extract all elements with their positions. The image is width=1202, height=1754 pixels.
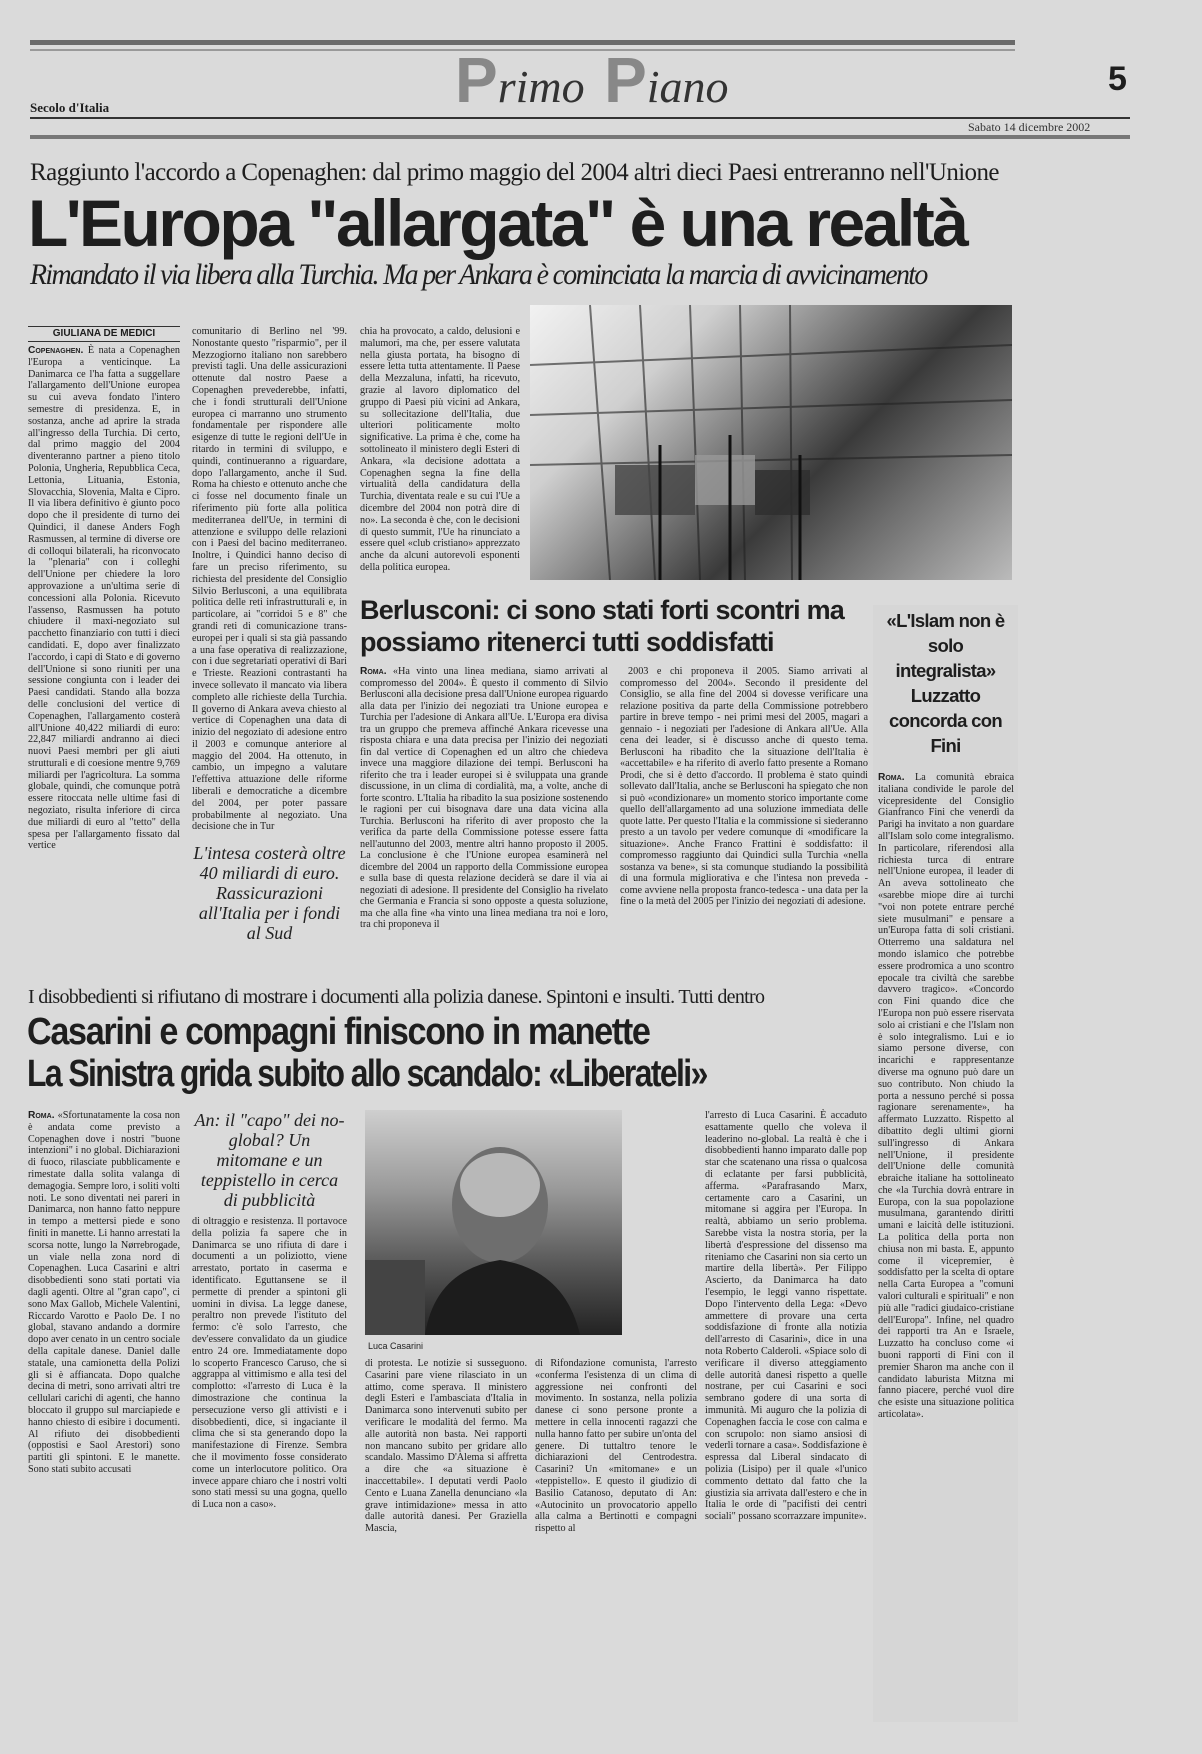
article-text: La comunità ebraica italiana condivide le parole del vicepresidente del Consiglio Gianfranco Fini che venerdì da Parigi ha invitato a non guardare all'Islam solo come integralismo. In particolare, riferendosi alla richiesta turca di entrare nell'Unione europea, il leader di An aveva sottolineato che «sarebbe miope dire ai turchi "voi non potete entrare perché siete musulmani" e pensare a un'Europa fatta di soli cristiani. Otterremo una saldatura nel mondo islamico che potrebbe essere prodromica a uno scontro epocale tra civiltà che sarebbe davvero tragico». «Concordo con Fini quando dice che l'Europa non può essere riservata solo ai cristiani e che l'Islam non è solo integralismo. Lui e io siamo persone diverse, con incarichi e rappresentanze diverse ma ognuno può dare un suo contributo. Non chiudo la porta a nessuno perché si possa ragionare serenamente», ha affermato Luzzatto. Rispetto al dibattito degli ultimi giorni sull'ingresso di Ankara nell'Unione, il presidente dell'Unione delle comunità ebraiche italiane ha sottolineato che «la Turchia dovrà entrare in Europa, con la sua popolazione musulmana, garantendo diritti umani e laicità delle istituzioni. La politica della porta non chiusa non mi basta. E, appunto come il vicepremier, è soddisfatto per la scelta di optare nella Carta Europea a "comuni valori culturali e spirituali" e non più alle "radici giudaico-cristiane dell'Europa". Infine, nel quadro dei rapporti tra An e Israele, Luzzatto ha concluso come «i buoni rapporti di Fini con il premier Sharon ma anche con il candidato laburista Mitzna mi fanno piacere, perché vuol dire che esiste una situazione politica articolata». xyxy=(878,772,1014,1421)
article-text: È nata a Copenaghen l'Europa a venticinque. La Danimarca ce l'ha fatta a suggellare l'allargamento dell'Unione europea su cui aveva fondato l'intero semestre di presidenza. E, in sostanza, anche ad aprire la strada all'ingresso della Turchia. Di certo, dal primo maggio del 2004 diventeranno partner a pieno titolo Polonia, Ungheria, Repubblica Ceca, Lettonia, Lituania, Estonia, Slovacchia, Slovenia, Malta e Cipro. Il via libera definitivo è giunto poco dopo che il presidente di turno dei Quindici, il danese Anders Fogh Rasmussen, al termine di diverse ore di colloqui bilaterali, ha riconvocato la "plenaria" con i colleghi dell'Unione per chiedere la loro approvazione a un'ultima serie di concessioni alla Polonia. Ricevuto l'assenso, Rasmussen ha potuto chiudere il maxi-negoziato sul pacchetto finanziario con tutti i dieci candidati. E, dopo aver finalizzato l'accordo, i capi di Stato e di governo dell'Unione si sono riuniti per una sessione congiunta con i leader dei Paesi candidati. Stando alla bozza delle conclusioni del vertice di Copenaghen, l'allargamento costerà all'Unione 40,422 miliardi di euro: 22,847 miliardi andranno ai dieci nuovi Paesi membri per gli aiuti strutturali e di coesione mentre 9,769 miliardi per l'agricoltura. La somma globale, quindi, che comunque potrà essere ritoccata nelle ultime fasi di negoziato, risulta inferiore di circa due miliardi di euro al "tetto" della spesa per l'allargamento fissato dal vertice xyxy=(28,345,180,852)
berlusconi-headline: Berlusconi: ci sono stati forti scontri ma possiamo ritenerci tutti soddisfatti xyxy=(360,595,844,657)
article-text: «Ha vinto una linea mediana, siamo arrivati al compromesso del 2004». È questo il commento di Silvio Berlusconi alla decisione presa dall'Unione europea riguardo alla data per l'inizio dei negoziati tra Unione europea e Turchia per l'adesione di Ankara all'Ue. L'Europa era divisa tra un gruppo che premeva affinché Ankara ricevesse una risposta chiara e una data precisa per l'inizio dei negoziati fin dal vertice di Copenaghen ed un altro che chiedeva invece una maggiore dilazione dei tempi. Berlusconi ha riferito che tra i leader europei si è sviluppata una grande discussione, in un clima di cordialità, ma, a volte, anche di forte scontro. L'Italia ha ribadito la sua posizione sostenendo le ragioni per cui bisognava dare una data vicina alla Turchia. Berlusconi ha riferito di aver proposto che la verifica da parte della Commissione potesse essere fatta nell'autunno del 2003, mentre altri hanno proposto il 2005. La conclusione è che l'Unione europea esaminerà nel dicembre del 2004 un rapporto della Commissione europea e sulla base di questa relazione deciderà se dare il via ai negoziati di adesione. Il presidente del Consiglio ha rivelato che Germania e Francia si sono opposte a questa soluzione, ma che alla fine «ha vinto una linea mediana tra noi e loro, tra chi proponeva il xyxy=(360,666,609,930)
casarini-article xyxy=(0,985,870,1725)
casarini-column-3 xyxy=(365,1358,527,1535)
article-text: «Sfortunatamente la cosa non è andata come previsto a Copenaghen dove i nostri "buone intenzioni" i no global. Dichiarazioni di fuoco, rilasciate pubblicamente e rimestate dalla solita valanga di demagogia. Sempre loro, i soliti volti noti. Le sono diventati nei pareri in Danimarca, non hanno fatto neppure in tempo a mettersi piede e sono finiti in manette. Li hanno arrestati la scorsa notte, lungo la Nørrebrogade, un viale nella zona nord di Copenaghen. Luca Casarini e altri disobbedienti sono stati portati via dagli agenti. Oltre al "gran capo", ci sono Max Gallob, Michele Valentini, Riccardo Varotto e Paolo De. I no global, stavano andando a dormire dopo aver cenato in un centro sociale della capitale danese. Daniel dalle statale, una camionetta della Polizi gli si è affiancata. Dopo qualche decina di metri, sono arrivati altri tre cellulari carichi di agenti, che hanno bloccato il gruppo sul marciapiede e hanno chiesto di esibire i documenti. Al rifiuto dei disobbedienti (oppostisi e Saol Arestori) sono partiti gli spintoni. E le manette. Sono stati subito accusati xyxy=(28,1110,180,1475)
masthead-bottom-rule xyxy=(30,135,1130,139)
berlusconi-column-2: 2003 e chi proponeva il 2005. Siamo arrivati al compromesso del 2004». Secondo il presidente del Consiglio, se alla fine del 2004 si dovesse verificare una relazione positiva da parte della Commissione potrebbero partire in breve tempo - nei primi mesi del 2005, magari a gennaio - i negoziati per l'adesione di Ankara all'Ue. Alla cena dei leader, si è discusso anche di questo tema. Berlusconi ha ribadito che la situazione dell'Italia è «accettabile» e ha riferito di averlo fatto presente a Romano Prodi, che si è detto d'accordo. Il problema è stato quindi sollevato dall'Italia, anche se Berlusconi ha spiegato che non si può «condizionare» un momento storico importante come quello dell'allargamento ad una soluzione immediata delle quote latte. Per questo l'Italia e la commissione si siederanno presto a un tavolo per vedere comunque di «modificare la situazione». Anche Franco Frattini è soddisfatto: il compromesso raggiunto dai Quindici sulla Turchia «nella sostanza va bene», si sta comunque studiando la possibilità di una formula migliorativa e che l'intesa non preveda - come avviene nella proposta franco-tedesca - una data per la fine o la metà del 2005 per l'inizio dei negoziati di adesione. xyxy=(620,666,868,907)
byline-rule xyxy=(28,341,180,342)
berlusconi-column-1 xyxy=(360,666,608,931)
dateline: Copenaghen. xyxy=(28,345,84,356)
article-text: l'arresto di Luca Casarini. È accaduto esattamente quello che voleva il leaderino no-global. La realtà è che i disobbedienti hanno imparato dalle pop star che scatenano una rissa o qualcosa di eclatante per farsi pubblicità, afferma. «Parafrasando Marx, certamente caro a Casarini, un mitomane si aggira per l'Europa. In realtà, abbiamo un serio problema. Sarebbe vista la nostra storia, per la libertà d'espressione del dissenso ma riteniamo che Casarini non sia certo un martire della libertà». Per Filippo Ascierto, da Danimarca ha dato l'esempio, le leggi vanno rispettate. Dopo l'intervento della Lega: «Devo ammettere di provare una certa soddisfazione di fronte alla notizia dell'arresto di Casarini», dice in una nota Roberto Calderoli. «Spiace solo di verificare il diverso atteggiamento delle autorità danesi rispetto a quelle nostrane, per cui Casarini e soci sembrano godere di una sorta di immunità. Mi auguro che la polizia di Copenaghen faccia le cose con calma e con scrupolo: non siamo ansiosi di vederli tornare a casa». Soddisfazione è espressa dal Liberal sindacato di polizia (Lisipo) per il quale «l'unico commento dettato dal fatto che la giustizia sia arrivata dall'estero e che in Italia le orde di "pacifisti dei centri sociali" possano scorrazzare impunite». xyxy=(705,1110,867,1523)
article-text: comunitario di Berlino nel '99. Nonostante questo "risparmio", per il Mezzogiorno italiano non sarebbero previsti tagli. Una delle assicurazioni ottenute dal nostro Paese a Copenaghen prevederebbe, infatti, che i fondi strutturali dell'Unione europea ci marranno uno strumento fondamentale per rispondere alle esigenze di tutte le regioni dell'Ue in ritardo in termini di sviluppo, e quindi, continueranno a riguardare, dopo l'allargamento, anche il Sud. Roma ha chiesto e ottenuto anche che ci fosse nel documento finale un riferimento più forte alla politica mediterranea dell'Ue, in termini di attenzione e sviluppo delle relazioni con i Paesi del bacino mediterraneo. Inoltre, i Quindici hanno deciso di fare un preciso riferimento, su richiesta del presidente del Consiglio Silvio Berlusconi, a una equilibrata politica delle reti infrastrutturali e, in particolare, ai "corridoi 5 e 8" che grandi reti di comunicazione trans-europei per i quali si sta già passando a una fase operativa di realizzazione, con i due segretariati operativi di Bari e Trieste. Reazioni contrastanti ha invece sollevato il mancato via libera completo alle richieste della Turchia. Il governo di Ankara aveva chiesto al vertice di Copenaghen una data di inizio del negoziato di adesione entro il 2003 e comunque anteriore al maggio del 2004. Ha ottenuto, in cambio, un impegno a valutare l'effettiva attuazione delle riforme liberali e democratiche a dicembre del 2004, per poter passare probabilmente al negoziato. Una decisione che in Tur xyxy=(192,326,347,833)
article-text: di Rifondazione comunista, l'arresto «conferma l'esistenza di un clima di aggressione nei confronti del movimento. In sostanza, nella polizia danese ci sono persone pronte a mettere in cella innocenti ragazzi che nulla hanno fatto per subire un'onta del genere. Di tuttaltro tenore le dichiarazioni del Centrodestra. Casarini? Un «mitomane» e un «teppistello». E questo il giudizio di Basilio Catanoso, deputato di An: «Autocinito un provocatorio appello alla calma a Bertinotti e compagni rispetto al xyxy=(535,1358,697,1535)
lead-column-1 xyxy=(28,326,180,852)
issue-date: Sabato 14 dicembre 2002 xyxy=(968,120,1091,134)
masthead-top-rule xyxy=(30,40,1015,45)
dateline: Roma. xyxy=(28,1110,55,1121)
casarini-headline-2: La Sinistra grida subito allo scandalo: «Liberateli» xyxy=(27,1053,707,1095)
eu-parliament-photo xyxy=(530,305,1012,580)
casarini-kicker: I disobbedienti si rifiutano di mostrare i documenti alla polizia danese. Spintoni e insulti. Tutti dentro xyxy=(28,986,765,1008)
byline: GIULIANA DE MEDICI xyxy=(52,328,156,339)
lead-column-3 xyxy=(360,326,520,574)
portrait-illustration xyxy=(365,1110,622,1335)
casarini-pullquote: An: il "capo" dei no-global? Un mitomane e un teppistello in cerca di pubblicità xyxy=(194,1110,345,1210)
berlusconi-body xyxy=(360,666,868,931)
page-number: 5 xyxy=(1108,60,1127,98)
article-text: di protesta. Le notizie si susseguono. Casarini pare viene rilasciato in un attimo, come sperava. Il ministero degli Esteri e l'ambasciata d'Italia in Danimarca sono intervenuti subito per verificare le modalità del fermo. Ma alle autorità non basta. Nei rapporti non mancano subito per gridare allo scandalo. Massimo D'Alema si affretta a dire che «a situazione è inaccettabile». I deputati verdi Paolo Cento e Luana Zanella denunciano «la grave intimidazione» messa in atto dalle autorità danesi. Per Graziella Mascia, xyxy=(365,1358,527,1535)
article-text: chia ha provocato, a caldo, delusioni e malumori, ma che, per essere valutata nella giusta portata, ha bisogno di essere letta tutta attentamente. Il Paese della Mezzaluna, infatti, ha ricevuto, grazie al lavoro diplomatico del gruppo di Paesi più vicini ad Ankara, su sollecitazione dell'Italia, due ulteriori politicamente molto significative. La prima è che, come ha sottolineato il ministero degli Esteri di Ankara, «la decisione adottata a Copenaghen segna la fine della virtualità della candidatura della Turchia, diventata reale e su cui l'Ue a dicembre del 2004 non potrà dire di no». La seconda è che, con le decisioni di questo summit, l'Ue ha rinunciato a essere quel «club cristiano» apprezzato anche da alcuni autorevoli esponenti della politica europea. xyxy=(360,326,520,573)
casarini-column-4 xyxy=(535,1358,697,1535)
section-word: iano xyxy=(646,61,729,112)
lead-pullquote: L'intesa costerà oltre 40 miliardi di euro. Rassicurazioni all'Italia per i fondi al Sud xyxy=(193,843,346,944)
lead-headline: L'Europa "allargata" è una realtà xyxy=(28,186,967,260)
article-text: di oltraggio e resistenza. Il portavoce della polizia fa sapere che in Danimarca se uno rifiuta di dare i documenti a un poliziotto, viene arrestato, portato in caserma e identificato. Eguttansene se il permette di prender a spintoni gli uomini in divisa. La legge danese, peraltro non prevede l'istituto del fermo: c'è solo l'arresto, che dev'essere convalidato da un giudice entro 24 ore. Immediatamente dopo lo scoperto Francesco Caruso, che si aggrappa al vittimismo e alla tesi del complotto: «l'arresto di Luca è la dimostrazione che continua la persecuzione verso gli attivisti e i disobbedienti, dice, si ingaciante il clima che si sta generando dopo la manifestazione di Firenze. Sembra che il movimento fosse considerato come un interlocutore politico. Ora invece appare chiaro che i nostri volti sono stati messi su una gogna, quello di Luca non a caso». xyxy=(192,1216,347,1511)
casarini-headline-1: Casarini e compagni finiscono in manette xyxy=(27,1011,650,1053)
section-initial: P xyxy=(604,44,647,116)
section-title xyxy=(455,44,729,116)
casarini-column-2 xyxy=(192,1110,347,1511)
building-flags-illustration xyxy=(530,305,1012,580)
casarini-photo xyxy=(365,1110,622,1335)
masthead-mid-rule xyxy=(30,117,1130,119)
dateline: Roma. xyxy=(878,772,905,783)
dateline: Roma. xyxy=(360,666,387,677)
paper-name: Secolo d'Italia xyxy=(30,100,110,115)
section-initial: P xyxy=(455,44,498,116)
lead-column-2 xyxy=(192,326,347,949)
masthead-top-rule-thin xyxy=(30,49,1015,51)
lead-kicker: Raggiunto l'accordo a Copenaghen: dal primo maggio del 2004 altri dieci Paesi entreranno nell'Unione xyxy=(30,159,999,186)
sidebar-body xyxy=(878,772,1014,1421)
lead-subhead: Rimandato il via libera alla Turchia. Ma per Ankara è cominciata la marcia di avvicinamento xyxy=(30,258,927,291)
sidebar-headline: «L'Islam non è solo integralista» Luzzatto concorda con Fini xyxy=(886,610,1005,756)
casarini-column-1 xyxy=(28,1110,180,1476)
casarini-column-5 xyxy=(705,1110,867,1523)
berlusconi-article xyxy=(360,594,868,931)
sidebar-box xyxy=(873,605,1018,1722)
photo-caption: Luca Casarini xyxy=(368,1341,424,1351)
section-word: rimo xyxy=(497,61,585,112)
